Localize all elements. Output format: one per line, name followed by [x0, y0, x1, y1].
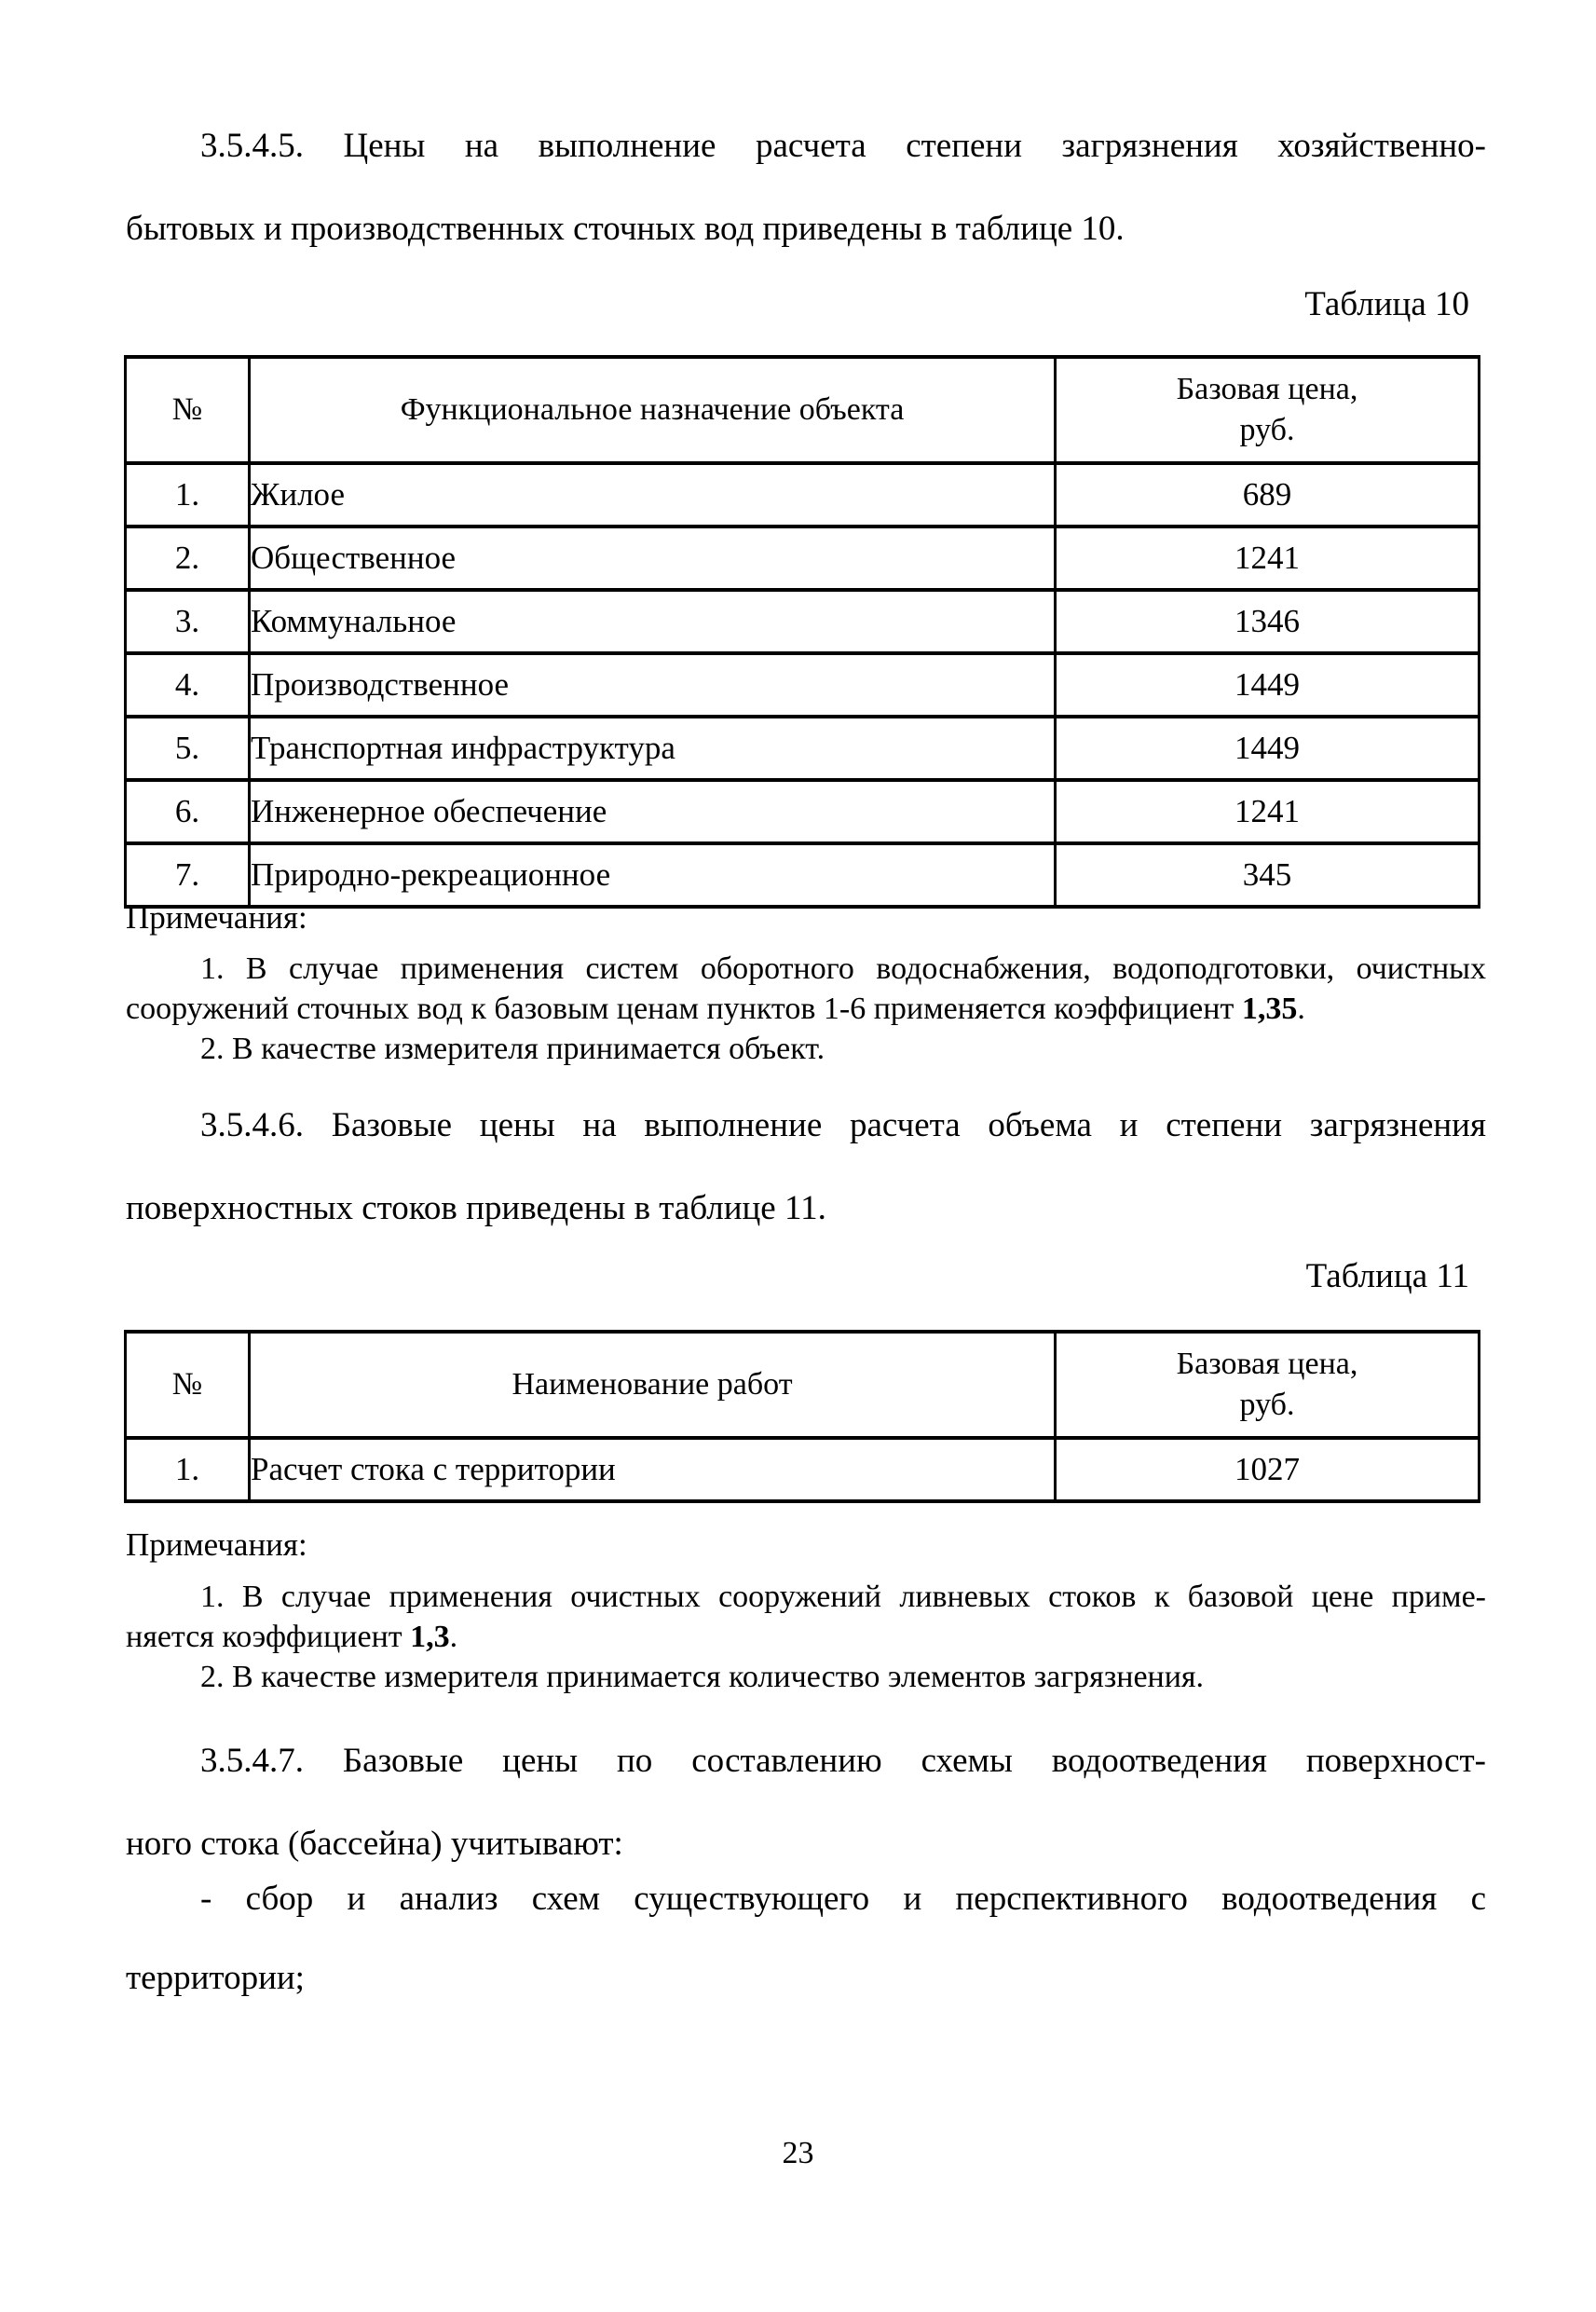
paragraph-line: поверхностных стоков приведены в таблице 11.: [126, 1189, 826, 1227]
row-num: 4.: [126, 653, 250, 717]
row-price: 1027: [1056, 1438, 1480, 1501]
row-price: 1241: [1056, 780, 1480, 843]
row-name: Инженерное обеспечение: [250, 780, 1056, 843]
row-price: 1241: [1056, 527, 1480, 590]
note-text: .: [449, 1620, 458, 1654]
table-row: [126, 717, 1480, 780]
table-11-caption: Таблица 11: [1305, 1257, 1469, 1295]
row-num: 2.: [126, 527, 250, 590]
row-num: 3.: [126, 590, 250, 653]
table-10-header-price: [1056, 357, 1480, 463]
row-price: 1449: [1056, 653, 1480, 717]
table-row: [126, 653, 1480, 717]
row-num: 1.: [126, 463, 250, 527]
table-row: [126, 843, 1480, 907]
row-name: Природно-рекреационное: [250, 843, 1056, 907]
price-header-line: Базовая цена,: [1176, 372, 1358, 406]
table-11-header-num: №: [126, 1332, 250, 1438]
note-coefficient: 1,35: [1241, 992, 1298, 1026]
row-num: 6.: [126, 780, 250, 843]
notes-10: [126, 949, 1486, 1069]
paragraph-line: 3.5.4.6. Базовые цены на выполнение расчета объема и степени загрязнения: [200, 1106, 1486, 1144]
row-name: Производственное: [250, 653, 1056, 717]
table-10-header-name: Функциональное назначение объекта: [250, 357, 1056, 463]
row-num: 5.: [126, 717, 250, 780]
note-line: 1. В случае применения очистных сооружений ливневых стоков к базовой цене приме-: [200, 1580, 1486, 1614]
paragraph-line: 3.5.4.7. Базовые цены по составлению схемы водоотведения поверхност-: [200, 1742, 1486, 1780]
price-header-line: Базовая цена,: [1176, 1347, 1358, 1381]
note-text: .: [1297, 992, 1305, 1026]
table-11-header-price: [1056, 1332, 1480, 1438]
table-10-header-num: №: [126, 357, 250, 463]
row-name: Общественное: [250, 527, 1056, 590]
note-line: [126, 1617, 1486, 1657]
row-name: Транспортная инфраструктура: [250, 717, 1056, 780]
price-header-line: руб.: [1239, 1388, 1295, 1422]
paragraph-3-5-4-5: [126, 104, 1486, 270]
row-num: 7.: [126, 843, 250, 907]
notes-11: [126, 1577, 1486, 1697]
row-price: 1346: [1056, 590, 1480, 653]
table-row: [126, 590, 1480, 653]
row-name: Расчет стока с территории: [250, 1438, 1056, 1501]
table-row: [126, 527, 1480, 590]
paragraph-line: территории;: [126, 1959, 305, 1997]
price-header-line: руб.: [1239, 413, 1295, 447]
row-num: 1.: [126, 1438, 250, 1501]
table-row: [126, 780, 1480, 843]
note-line: 2. В качестве измерителя принимается объект.: [200, 1032, 825, 1066]
table-10: [124, 355, 1480, 909]
note-line: 1. В случае применения систем оборотного водоснабжения, водоподготовки, очистных: [200, 951, 1486, 986]
note-text: сооружений сточных вод к базовым ценам пунктов 1-6 применяется коэффициент: [126, 992, 1242, 1026]
table-11: [124, 1330, 1480, 1503]
table-10-header-row: [126, 357, 1480, 463]
paragraph-line: ного стока (бассейна) учитывают:: [126, 1825, 623, 1863]
row-price: 1449: [1056, 717, 1480, 780]
note-text: няется коэффициент: [126, 1620, 411, 1654]
table-row: [126, 463, 1480, 527]
table-10-caption: Таблица 10: [1304, 285, 1469, 323]
row-name: Коммунальное: [250, 590, 1056, 653]
note-line: [126, 989, 1486, 1029]
table-row: [126, 1438, 1480, 1501]
row-price: 345: [1056, 843, 1480, 907]
note-coefficient: 1,3: [410, 1620, 450, 1654]
paragraph-line: бытовых и производственных сточных вод приведены в таблице 10.: [126, 210, 1125, 248]
page-number: 23: [782, 2136, 814, 2170]
notes-11-title: Примечания:: [126, 1526, 307, 1563]
paragraph-line: 3.5.4.5. Цены на выполнение расчета степени загрязнения хозяйственно-: [200, 127, 1486, 165]
table-11-header-row: [126, 1332, 1480, 1438]
notes-10-title: Примечания:: [126, 899, 307, 936]
paragraph-3-5-4-6: [126, 1084, 1486, 1250]
note-line: 2. В качестве измерителя принимается количество элементов загрязнения.: [200, 1660, 1205, 1694]
paragraph-line: - сбор и анализ схем существующего и перспективного водоотведения с: [200, 1880, 1486, 1918]
table-11-header-name: Наименование работ: [250, 1332, 1056, 1438]
paragraph-dash-item: [126, 1859, 1486, 2018]
row-name: Жилое: [250, 463, 1056, 527]
row-price: 689: [1056, 463, 1480, 527]
